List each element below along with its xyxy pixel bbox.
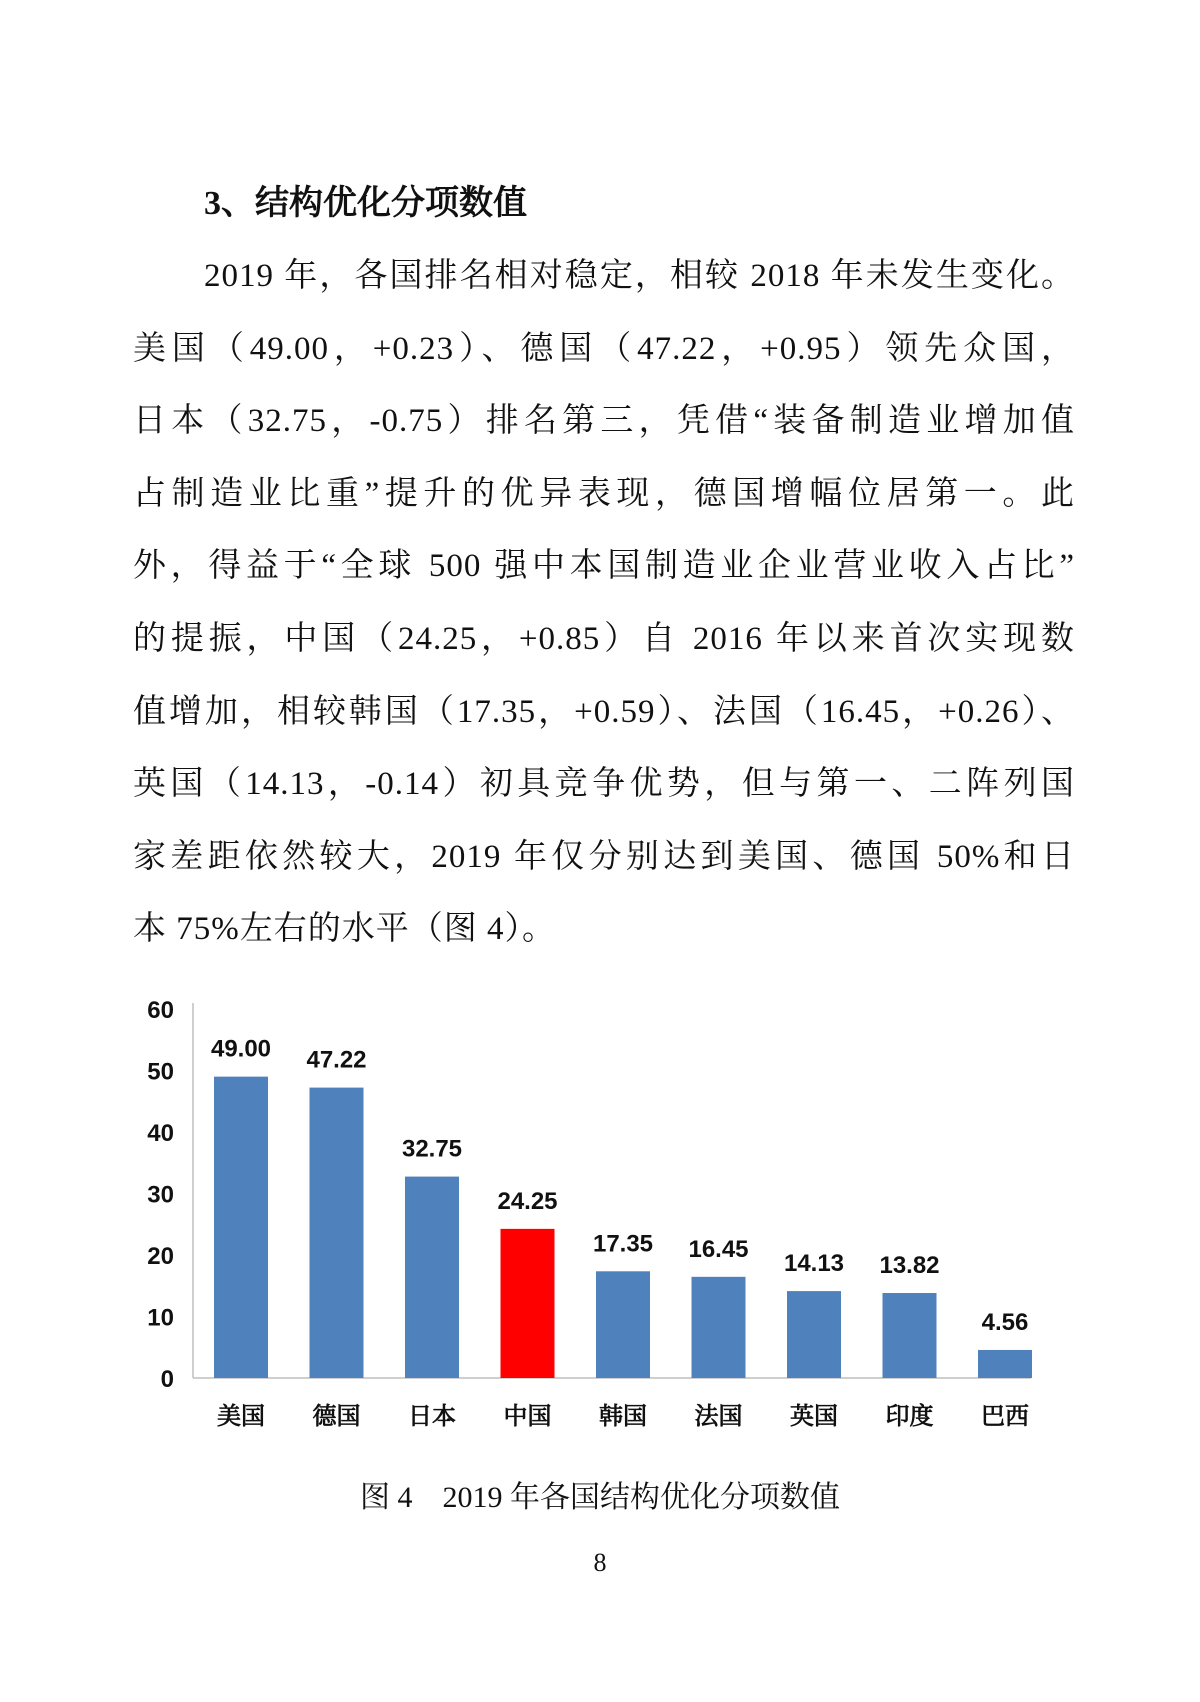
paragraph-line: 英国（14.13，-0.14）初具竞争优势，但与第一、二阵列国 (133, 766, 1075, 803)
y-tick-label: 50 (147, 1058, 174, 1086)
x-tick-label: 英国 (790, 1403, 838, 1430)
bar-4 (596, 1271, 650, 1378)
y-tick-label: 30 (147, 1181, 174, 1209)
x-tick-label: 德国 (312, 1403, 361, 1430)
data-label: 32.75 (401, 1135, 463, 1163)
paragraph-line: 值增加，相较韩国（17.35，+0.59）、法国（16.45，+0.26）、 (133, 693, 1075, 730)
x-tick-label: 巴西 (981, 1403, 1029, 1430)
data-label: 16.45 (688, 1235, 749, 1263)
paragraph-line: 占制造业比重”提升的优异表现，德国增幅位居第一。此 (133, 475, 1075, 512)
bar-chart (0, 980, 1200, 1450)
paragraph-line: 本 75%左右的水平（图 4）。 (133, 911, 556, 948)
figure-caption: 图 4 2019 年各国结构优化分项数值 (360, 1481, 840, 1514)
data-label: 13.82 (879, 1252, 940, 1280)
x-tick-label: 日本 (408, 1403, 456, 1430)
y-tick-label: 10 (147, 1304, 174, 1332)
data-label: 49.00 (210, 1035, 272, 1063)
bar-0 (214, 1077, 268, 1378)
data-label: 17.35 (592, 1230, 654, 1258)
page-number: 8 (593, 1548, 607, 1577)
y-tick-label: 40 (147, 1120, 174, 1147)
bar-5 (692, 1277, 746, 1378)
x-tick-label: 韩国 (599, 1403, 647, 1430)
bar-7 (883, 1293, 937, 1378)
y-tick-label: 20 (147, 1243, 174, 1270)
data-label: 24.25 (497, 1187, 558, 1215)
bar-1 (310, 1088, 364, 1378)
x-tick-label: 中国 (503, 1403, 552, 1430)
data-label: 4.56 (981, 1308, 1029, 1336)
paragraph-line: 的提振，中国（24.25，+0.85）自 2016 年以来首次实现数 (133, 621, 1075, 657)
data-label: 14.13 (783, 1250, 845, 1278)
data-label: 47.22 (306, 1046, 367, 1074)
section-heading: 3、结构优化分项数值 (204, 185, 527, 222)
x-tick-label: 印度 (885, 1403, 934, 1430)
paragraph-line: 美国（49.00，+0.23）、德国（47.22，+0.95）领先众国， (133, 330, 1075, 367)
x-tick-label: 法国 (694, 1403, 743, 1430)
paragraph-line: 家差距依然较大，2019 年仅分别达到美国、德国 50%和日 (133, 838, 1075, 875)
bar-8 (978, 1350, 1032, 1378)
paragraph-line: 日本（32.75，-0.75）排名第三，凭借“装备制造业增加值 (133, 403, 1075, 440)
paragraph-line: 外，得益于“全球 500 强中本国制造业企业营业收入占比” (133, 548, 1075, 585)
bar-2 (405, 1177, 459, 1378)
paragraph-line: 2019 年，各国排名相对稳定，相较 2018 年未发生变化。 (204, 258, 1075, 294)
y-tick-label: 60 (147, 997, 174, 1024)
bar-6 (787, 1291, 841, 1378)
y-tick-label: 0 (160, 1366, 174, 1393)
x-tick-label: 美国 (217, 1403, 265, 1430)
bar-3 (501, 1229, 555, 1378)
